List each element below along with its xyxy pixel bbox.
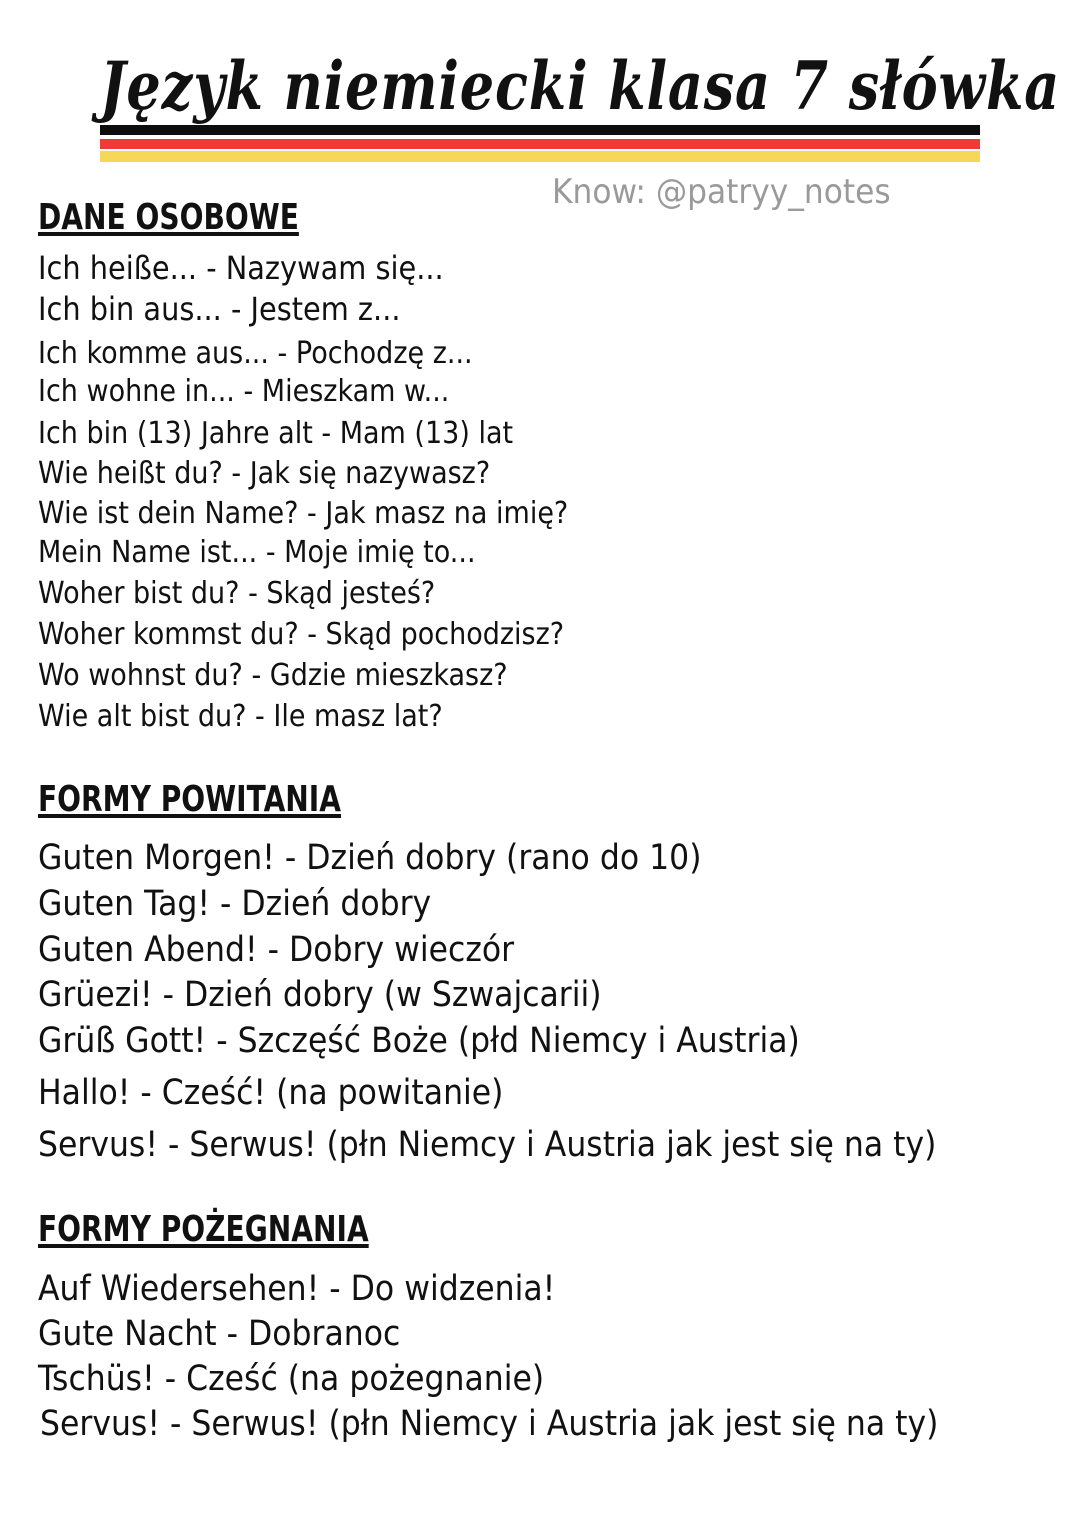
vocab-line: Ich komme aus... - Pochodzę z...	[38, 336, 473, 371]
watermark: Know: @patryy_notes	[552, 172, 891, 212]
vocab-line: Wo wohnst du? - Gdzie mieszkasz?	[38, 658, 508, 693]
vocab-line: Guten Morgen! - Dzień dobry (rano do 10)	[38, 838, 702, 878]
vocab-line: Grüezi! - Dzień dobry (w Szwajcarii)	[38, 975, 602, 1015]
vocab-line: Grüß Gott! - Szczęść Boże (płd Niemcy i Austria)	[38, 1021, 800, 1061]
section-heading: FORMY POŻEGNANIA	[38, 1209, 369, 1250]
vocab-line: Woher bist du? - Skąd jesteś?	[38, 576, 436, 611]
vocab-line: Guten Tag! - Dzień dobry	[38, 884, 432, 924]
vocab-line: Wie ist dein Name? - Jak masz na imię?	[38, 496, 569, 531]
vocab-line: Ich bin (13) Jahre alt - Mam (13) lat	[38, 416, 514, 451]
vocab-line: Ich heiße... - Nazywam się...	[38, 249, 444, 287]
vocab-line: Ich bin aus... - Jestem z...	[38, 290, 401, 328]
vocab-line: Servus! - Serwus! (płn Niemcy i Austria jak jest się na ty)	[40, 1404, 939, 1444]
vocab-line: Woher kommst du? - Skąd pochodzisz?	[38, 617, 565, 652]
section-heading: FORMY POWITANIA	[38, 779, 341, 820]
vocab-line: Mein Name ist... - Moje imię to...	[38, 535, 476, 570]
flag-stripe-black	[100, 125, 980, 135]
vocab-line: Wie alt bist du? - Ile masz lat?	[38, 699, 443, 734]
vocab-line: Guten Abend! - Dobry wieczór	[38, 930, 515, 970]
vocab-line: Hallo! - Cześć! (na powitanie)	[38, 1073, 504, 1113]
vocab-line: Ich wohne in... - Mieszkam w...	[38, 374, 450, 409]
page-title: Język niemiecki klasa 7 słówka	[100, 47, 1061, 125]
flag-stripe-yellow	[100, 151, 980, 162]
vocab-line: Gute Nacht - Dobranoc	[38, 1314, 401, 1354]
vocab-line: Wie heißt du? - Jak się nazywasz?	[38, 456, 491, 491]
flag-stripe-red	[100, 139, 980, 149]
section-heading: DANE OSOBOWE	[38, 197, 299, 238]
vocab-line: Servus! - Serwus! (płn Niemcy i Austria jak jest się na ty)	[38, 1125, 937, 1165]
vocab-line: Auf Wiedersehen! - Do widzenia!	[38, 1269, 556, 1309]
vocab-line: Tschüs! - Cześć (na pożegnanie)	[38, 1359, 545, 1399]
